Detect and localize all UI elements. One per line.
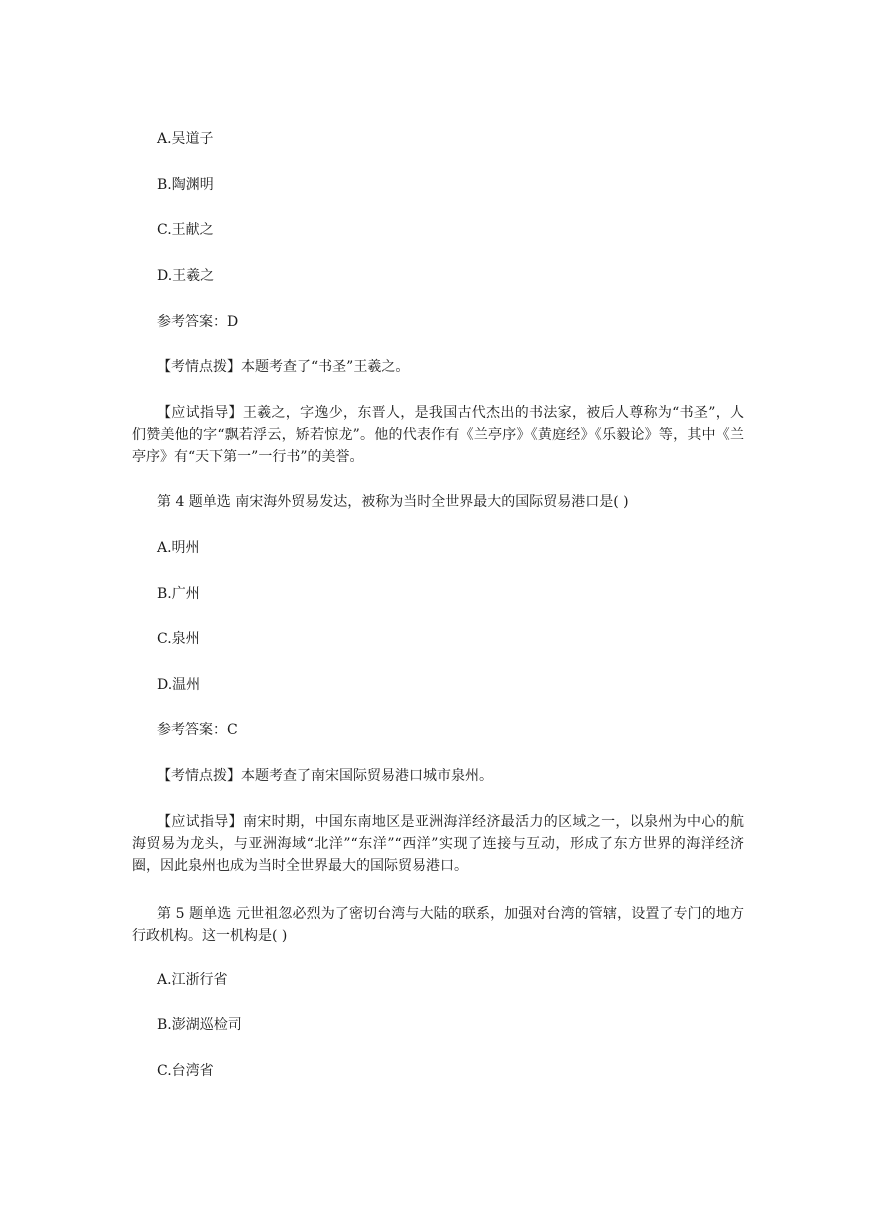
q3-option-c: C.王献之 [157,222,214,238]
q4-question: 第 4 题单选 南宋海外贸易发达，被称为当时全世界最大的国际贸易港口是( ) [157,494,629,510]
q3-option-b: B.陶渊明 [157,177,214,193]
q3-point: 【考情点拨】本题考查了“书圣”王羲之。 [157,359,410,375]
q5-option-c: C.台湾省 [157,1063,214,1079]
q3-option-a: A.吴道子 [157,131,214,147]
q3-answer: 参考答案：D [157,314,239,330]
q4-option-d: D.温州 [157,677,201,693]
q5-option-a: A.江浙行省 [157,972,228,988]
q5-question: 第 5 题单选 元世祖忽必烈为了密切台湾与大陆的联系，加强对台湾的管辖，设置了专门的地方行政机构。这一机构是( ) [132,906,744,944]
q4-option-c: C.泉州 [157,631,200,647]
q5-option-b: B.澎湖巡检司 [157,1017,242,1033]
q3-option-d: D.王羲之 [157,268,215,284]
q4-point: 【考情点拨】本题考查了南宋国际贸易港口城市泉州。 [157,768,493,784]
q4-option-b: B.广州 [157,586,200,602]
q4-guide: 【应试指导】南宋时期，中国东南地区是亚洲海洋经济最活力的区域之一，以泉州为中心的航海贸易为龙头，与亚洲海域“北洋”“东洋”“西洋”实现了连接与互动，形成了东方世界的海洋经济圈，因此泉州也成为当时全世界最大的国际贸易港口。 [132,814,744,874]
q3-guide: 【应试指导】王羲之，字逸少，东晋人，是我国古代杰出的书法家，被后人尊称为“书圣”，人们赞美他的字“飘若浮云，矫若惊龙”。他的代表作有《兰亭序》《黄庭经》《乐毅论》等，其中《兰亭序》有“天下第一”一行书”的美誉。 [132,405,744,465]
q4-option-a: A.明州 [157,540,200,556]
q4-answer: 参考答案：C [157,722,238,738]
